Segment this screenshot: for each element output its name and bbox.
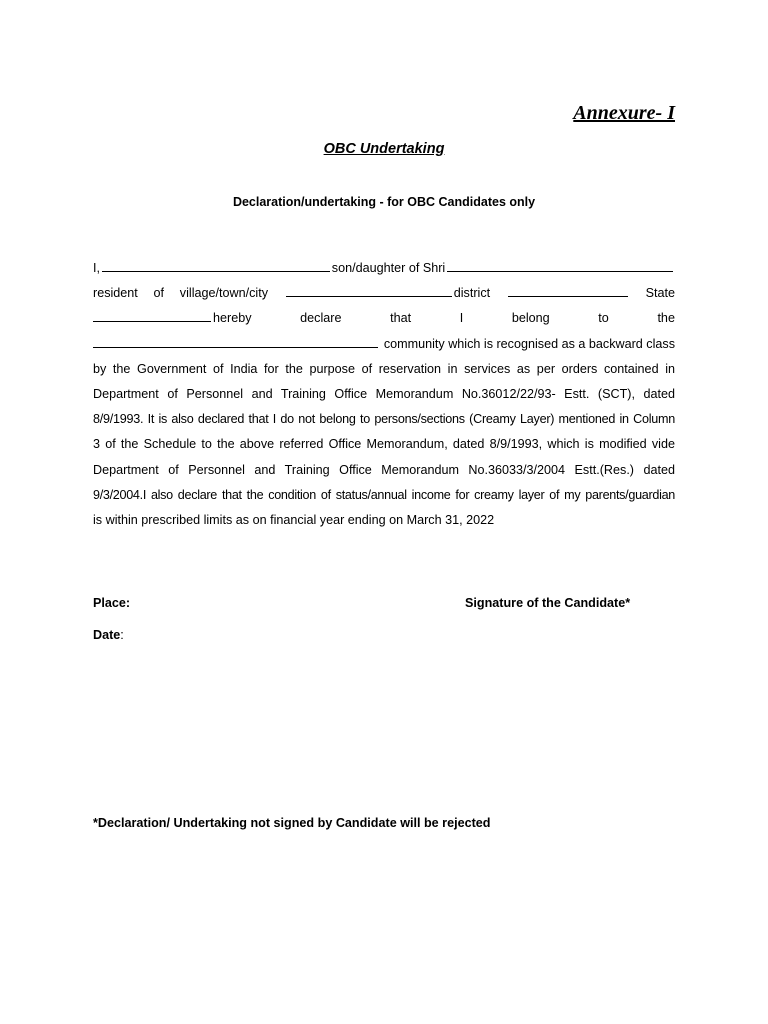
date-label: Date (93, 628, 121, 642)
declaration-line: Department of Personnel and Training Office Memorandum No.36033/3/2004 Estt.(Res.) dated (93, 462, 675, 477)
declaration-line: 3 of the Schedule to the above referred Office Memorandum, dated 8/9/1993, which is modified vide (93, 437, 675, 452)
date-field (93, 628, 124, 642)
declaration-line: is within prescribed limits as on financial year ending on March 31, 2022 (93, 512, 495, 527)
declaration-line-1 (93, 256, 675, 281)
father-name-blank (447, 259, 673, 272)
declaration-line: 8/9/1993. It is also declared that I do not belong to persons/sections (Creamy Layer) mentioned in Column (93, 412, 675, 427)
annexure-heading: Annexure- I (573, 102, 675, 124)
district-blank (508, 284, 628, 297)
declaration-line-2 (93, 281, 675, 306)
declaration-text: to (598, 311, 609, 326)
declaration-text: district (453, 286, 491, 301)
declaration-text: hereby (213, 311, 252, 326)
signature-label: Signature of the Candidate* (465, 596, 631, 610)
village-blank (286, 284, 452, 297)
declaration-line: 9/3/2004.I also declare that the condition of status/annual income for creamy layer of my parents/guardian (93, 487, 675, 502)
declaration-line: Department of Personnel and Training Office Memorandum No.36012/22/93- Estt. (SCT), dated (93, 386, 675, 401)
declaration-line: by the Government of India for the purpose of reservation in services as per orders contained in (93, 361, 675, 376)
district-group (284, 281, 490, 306)
place-label: Place: (93, 596, 131, 610)
state-group (93, 306, 252, 331)
rejection-note: *Declaration/ Undertaking not signed by Candidate will be rejected (93, 816, 491, 830)
declaration-text: village/town/city (179, 286, 268, 301)
date-colon: : (120, 628, 124, 642)
declaration-line-4 (93, 332, 675, 357)
declaration-text: of (153, 286, 165, 301)
declaration-text: declare (300, 311, 342, 326)
declaration-text: State (645, 286, 675, 301)
page-subtitle: Declaration/undertaking - for OBC Candidates only (232, 195, 536, 209)
declaration-text: belong (511, 311, 550, 326)
declaration-text: son/daughter of Shri (331, 261, 446, 275)
declaration-line-3 (93, 306, 675, 331)
declaration-text: I (459, 311, 464, 326)
declaration-text: the (657, 311, 675, 326)
page-title: OBC Undertaking (323, 141, 445, 157)
declaration-text: I, (93, 261, 100, 275)
declaration-body (93, 256, 675, 533)
declaration-text: resident (93, 286, 138, 301)
declaration-text: community which is recognised as a backward class (383, 336, 675, 351)
community-blank (93, 335, 378, 348)
declaration-text: that (390, 311, 412, 326)
candidate-name-blank (102, 259, 330, 272)
state-blank (93, 309, 211, 322)
